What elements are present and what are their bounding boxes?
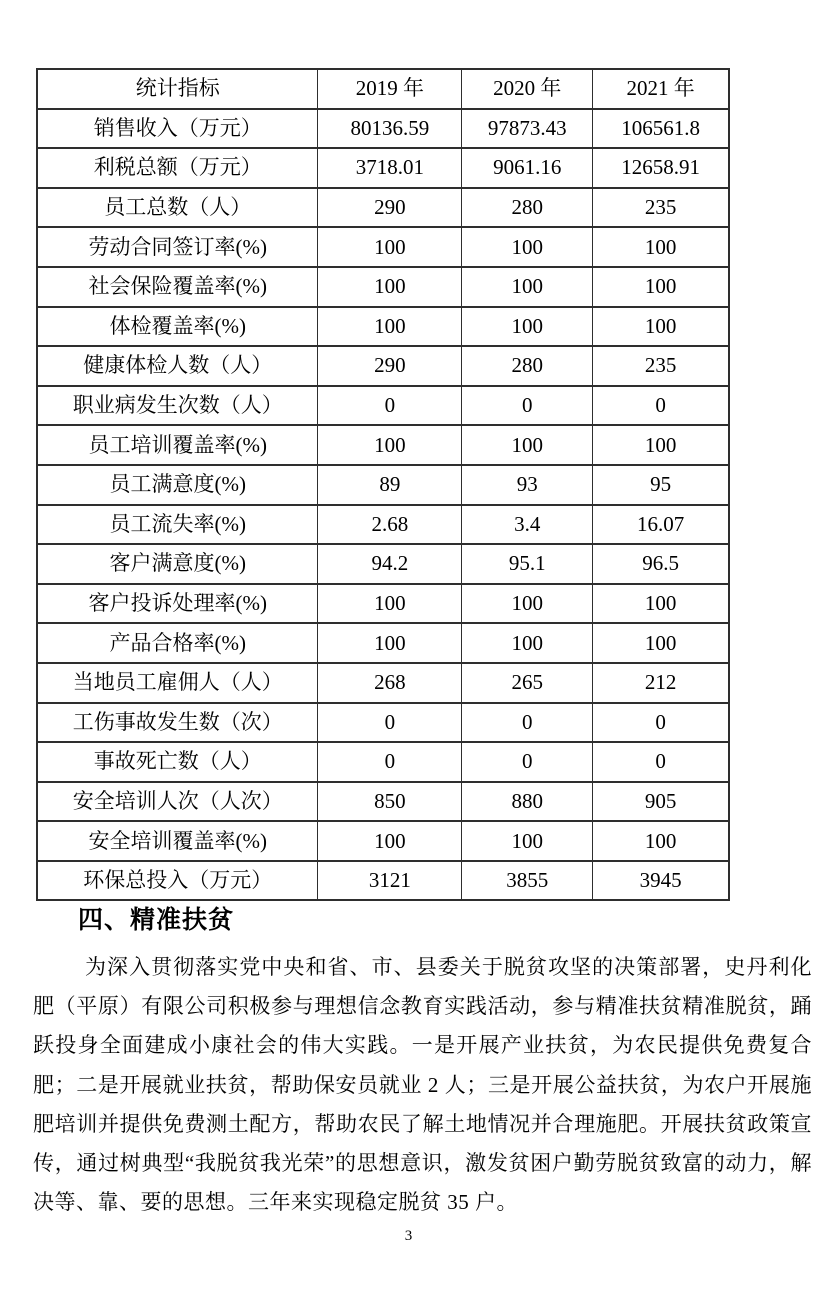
cell-value: 95 <box>593 465 729 505</box>
header-cell-year: 2019 年 <box>318 69 462 109</box>
section-paragraph: 为深入贯彻落实党中央和省、市、县委关于脱贫攻坚的决策部署，史丹利化肥（平原）有限公司积极参与理想信念教育实践活动，参与精准扶贫精准脱贫，踊跃投身全面建成小康社会的伟大实践。一是开展产业扶贫，为农民提供免费复合肥；二是开展就业扶贫，帮助保安员就业 2 人；三是开展公益扶贫，为农户开展施肥培训并提供免费测土配方，帮助农民了解土地情况并合理施肥。开展扶贫政策宣传，通过树典型“我脱贫我光荣”的思想意识，激发贫困户勤劳脱贫致富的动力，解决等、靠、要的思想。三年来实现稳定脱贫 35 户。 <box>33 955 812 1215</box>
cell-indicator: 产品合格率(%) <box>37 623 318 663</box>
cell-value: 3945 <box>593 861 729 901</box>
cell-value: 100 <box>462 425 593 465</box>
table-row <box>37 148 729 188</box>
table-row <box>37 109 729 149</box>
cell-indicator: 劳动合同签订率(%) <box>37 227 318 267</box>
table-row <box>37 188 729 228</box>
table-row <box>37 623 729 663</box>
section-heading: 四、精准扶贫 <box>78 906 235 934</box>
cell-indicator: 当地员工雇佣人（人） <box>37 663 318 703</box>
cell-value: 268 <box>318 663 462 703</box>
cell-value: 0 <box>593 386 729 426</box>
cell-value: 0 <box>462 386 593 426</box>
cell-value: 100 <box>593 584 729 624</box>
cell-value: 905 <box>593 782 729 822</box>
table-row <box>37 821 729 861</box>
cell-value: 16.07 <box>593 505 729 545</box>
cell-indicator: 安全培训覆盖率(%) <box>37 821 318 861</box>
table-row <box>37 663 729 703</box>
cell-value: 850 <box>318 782 462 822</box>
cell-value: 100 <box>462 267 593 307</box>
cell-value: 9061.16 <box>462 148 593 188</box>
cell-value: 3.4 <box>462 505 593 545</box>
cell-value: 0 <box>462 742 593 782</box>
table-row <box>37 346 729 386</box>
cell-indicator: 安全培训人次（人次） <box>37 782 318 822</box>
cell-value: 100 <box>318 227 462 267</box>
cell-value: 290 <box>318 188 462 228</box>
header-cell-year: 2021 年 <box>593 69 729 109</box>
cell-value: 100 <box>318 307 462 347</box>
cell-indicator: 职业病发生次数（人） <box>37 386 318 426</box>
cell-value: 100 <box>318 584 462 624</box>
cell-value: 95.1 <box>462 544 593 584</box>
cell-value: 100 <box>462 623 593 663</box>
cell-indicator: 销售收入（万元） <box>37 109 318 149</box>
cell-value: 100 <box>593 307 729 347</box>
cell-value: 93 <box>462 465 593 505</box>
header-cell-year: 2020 年 <box>462 69 593 109</box>
cell-value: 106561.8 <box>593 109 729 149</box>
cell-indicator: 体检覆盖率(%) <box>37 307 318 347</box>
statistics-table <box>36 68 730 901</box>
cell-indicator: 社会保险覆盖率(%) <box>37 267 318 307</box>
table-row <box>37 386 729 426</box>
cell-value: 80136.59 <box>318 109 462 149</box>
cell-indicator: 客户投诉处理率(%) <box>37 584 318 624</box>
cell-value: 100 <box>462 307 593 347</box>
cell-value: 100 <box>318 267 462 307</box>
table-row <box>37 505 729 545</box>
cell-value: 3718.01 <box>318 148 462 188</box>
page-number: 3 <box>404 1228 413 1244</box>
cell-value: 0 <box>593 742 729 782</box>
cell-value: 97873.43 <box>462 109 593 149</box>
table-row <box>37 307 729 347</box>
cell-indicator: 健康体检人数（人） <box>37 346 318 386</box>
cell-value: 290 <box>318 346 462 386</box>
table-row <box>37 267 729 307</box>
cell-value: 3121 <box>318 861 462 901</box>
cell-value: 100 <box>318 821 462 861</box>
cell-indicator: 员工满意度(%) <box>37 465 318 505</box>
cell-value: 0 <box>462 703 593 743</box>
cell-value: 265 <box>462 663 593 703</box>
cell-indicator: 员工总数（人） <box>37 188 318 228</box>
table-row <box>37 425 729 465</box>
cell-value: 12658.91 <box>593 148 729 188</box>
cell-value: 100 <box>593 623 729 663</box>
cell-value: 100 <box>318 425 462 465</box>
cell-value: 235 <box>593 346 729 386</box>
cell-indicator: 客户满意度(%) <box>37 544 318 584</box>
table-row <box>37 584 729 624</box>
cell-indicator: 环保总投入（万元） <box>37 861 318 901</box>
cell-value: 0 <box>593 703 729 743</box>
cell-value: 100 <box>593 227 729 267</box>
cell-value: 280 <box>462 346 593 386</box>
cell-indicator: 利税总额（万元） <box>37 148 318 188</box>
cell-value: 880 <box>462 782 593 822</box>
cell-value: 100 <box>593 267 729 307</box>
cell-indicator: 员工培训覆盖率(%) <box>37 425 318 465</box>
cell-value: 212 <box>593 663 729 703</box>
cell-value: 280 <box>462 188 593 228</box>
cell-value: 100 <box>593 821 729 861</box>
cell-value: 100 <box>462 227 593 267</box>
table-row <box>37 703 729 743</box>
cell-value: 100 <box>462 821 593 861</box>
cell-value: 0 <box>318 703 462 743</box>
cell-value: 2.68 <box>318 505 462 545</box>
table-row <box>37 782 729 822</box>
table-row <box>37 861 729 901</box>
cell-value: 0 <box>318 742 462 782</box>
table-row <box>37 465 729 505</box>
cell-value: 96.5 <box>593 544 729 584</box>
cell-value: 94.2 <box>318 544 462 584</box>
cell-value: 100 <box>318 623 462 663</box>
table-row <box>37 544 729 584</box>
table-header-row <box>37 69 729 109</box>
cell-indicator: 事故死亡数（人） <box>37 742 318 782</box>
cell-indicator: 员工流失率(%) <box>37 505 318 545</box>
cell-indicator: 工伤事故发生数（次） <box>37 703 318 743</box>
cell-value: 100 <box>462 584 593 624</box>
cell-value: 89 <box>318 465 462 505</box>
cell-value: 100 <box>593 425 729 465</box>
statistics-table-body <box>37 109 729 901</box>
cell-value: 0 <box>318 386 462 426</box>
table-row <box>37 227 729 267</box>
cell-value: 3855 <box>462 861 593 901</box>
table-row <box>37 742 729 782</box>
cell-value: 235 <box>593 188 729 228</box>
header-cell-indicator: 统计指标 <box>37 69 318 109</box>
